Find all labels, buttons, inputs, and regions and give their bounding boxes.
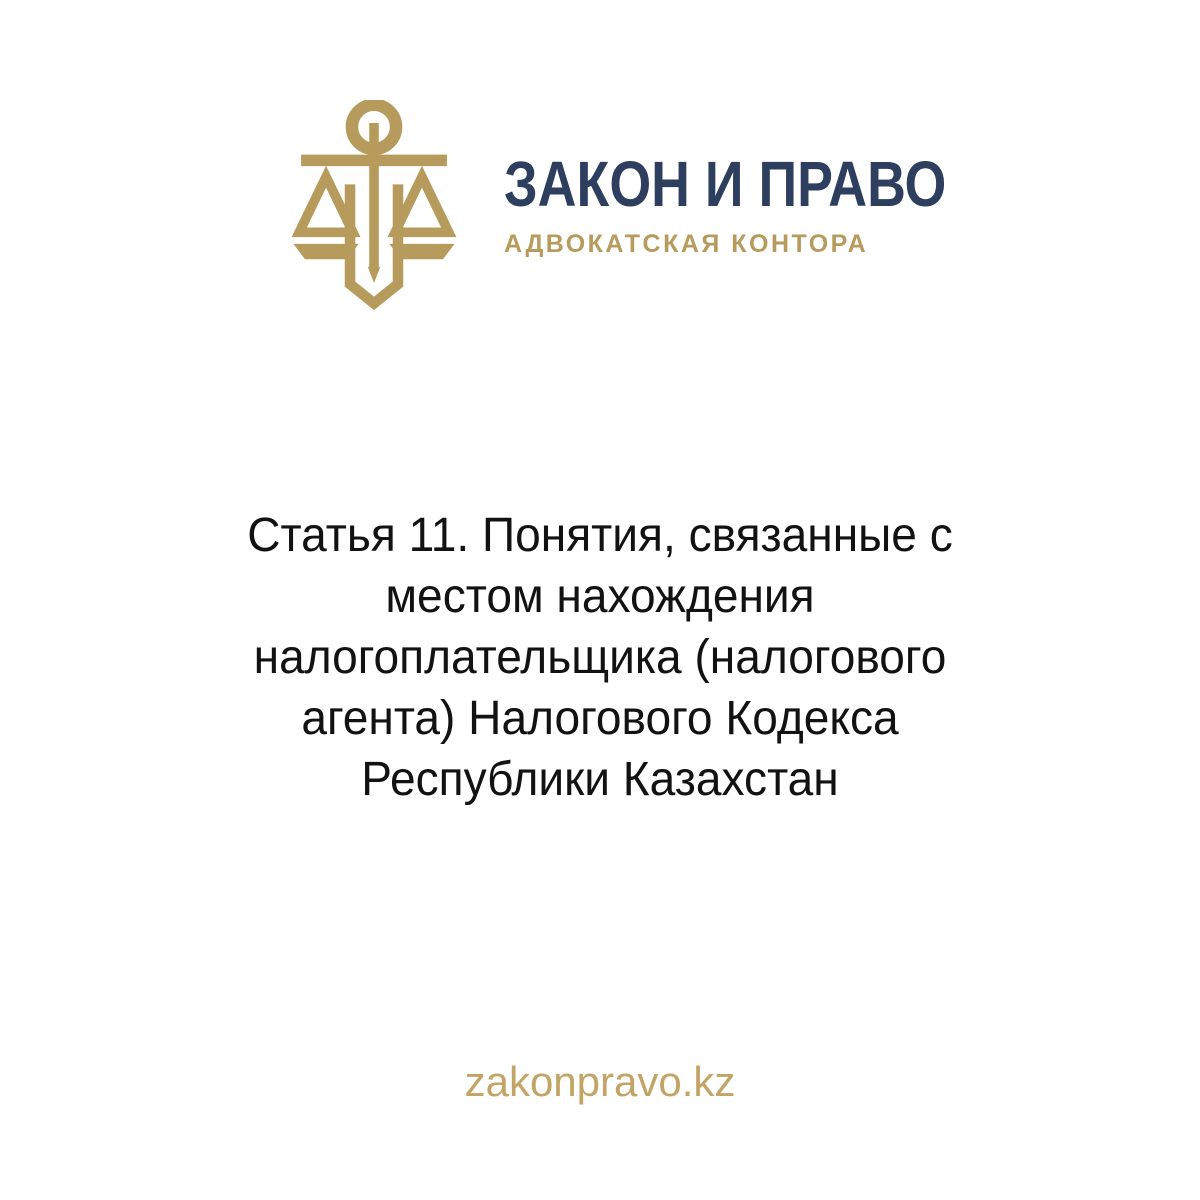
article-title-line: Республики Казахстан: [361, 753, 839, 806]
article-title-line: местом нахождения: [385, 570, 815, 623]
article-title-line: Статья 11. Понятия, связанные с: [247, 509, 953, 562]
logo-title: ЗАКОН И ПРАВО: [504, 148, 947, 220]
article-title: [24, 505, 1176, 810]
article-title-line: агента) Налогового Кодекса: [301, 692, 899, 745]
article-title-line: налогоплательщика (налогового: [253, 631, 947, 684]
scales-of-justice-icon: [278, 100, 470, 311]
logo-subtitle: АДВОКАТСКАЯ КОНТОРА: [504, 230, 869, 258]
logo-text: [504, 148, 1031, 259]
logo: [278, 100, 1031, 311]
website-url: zakonpravo.kz: [464, 1058, 736, 1105]
